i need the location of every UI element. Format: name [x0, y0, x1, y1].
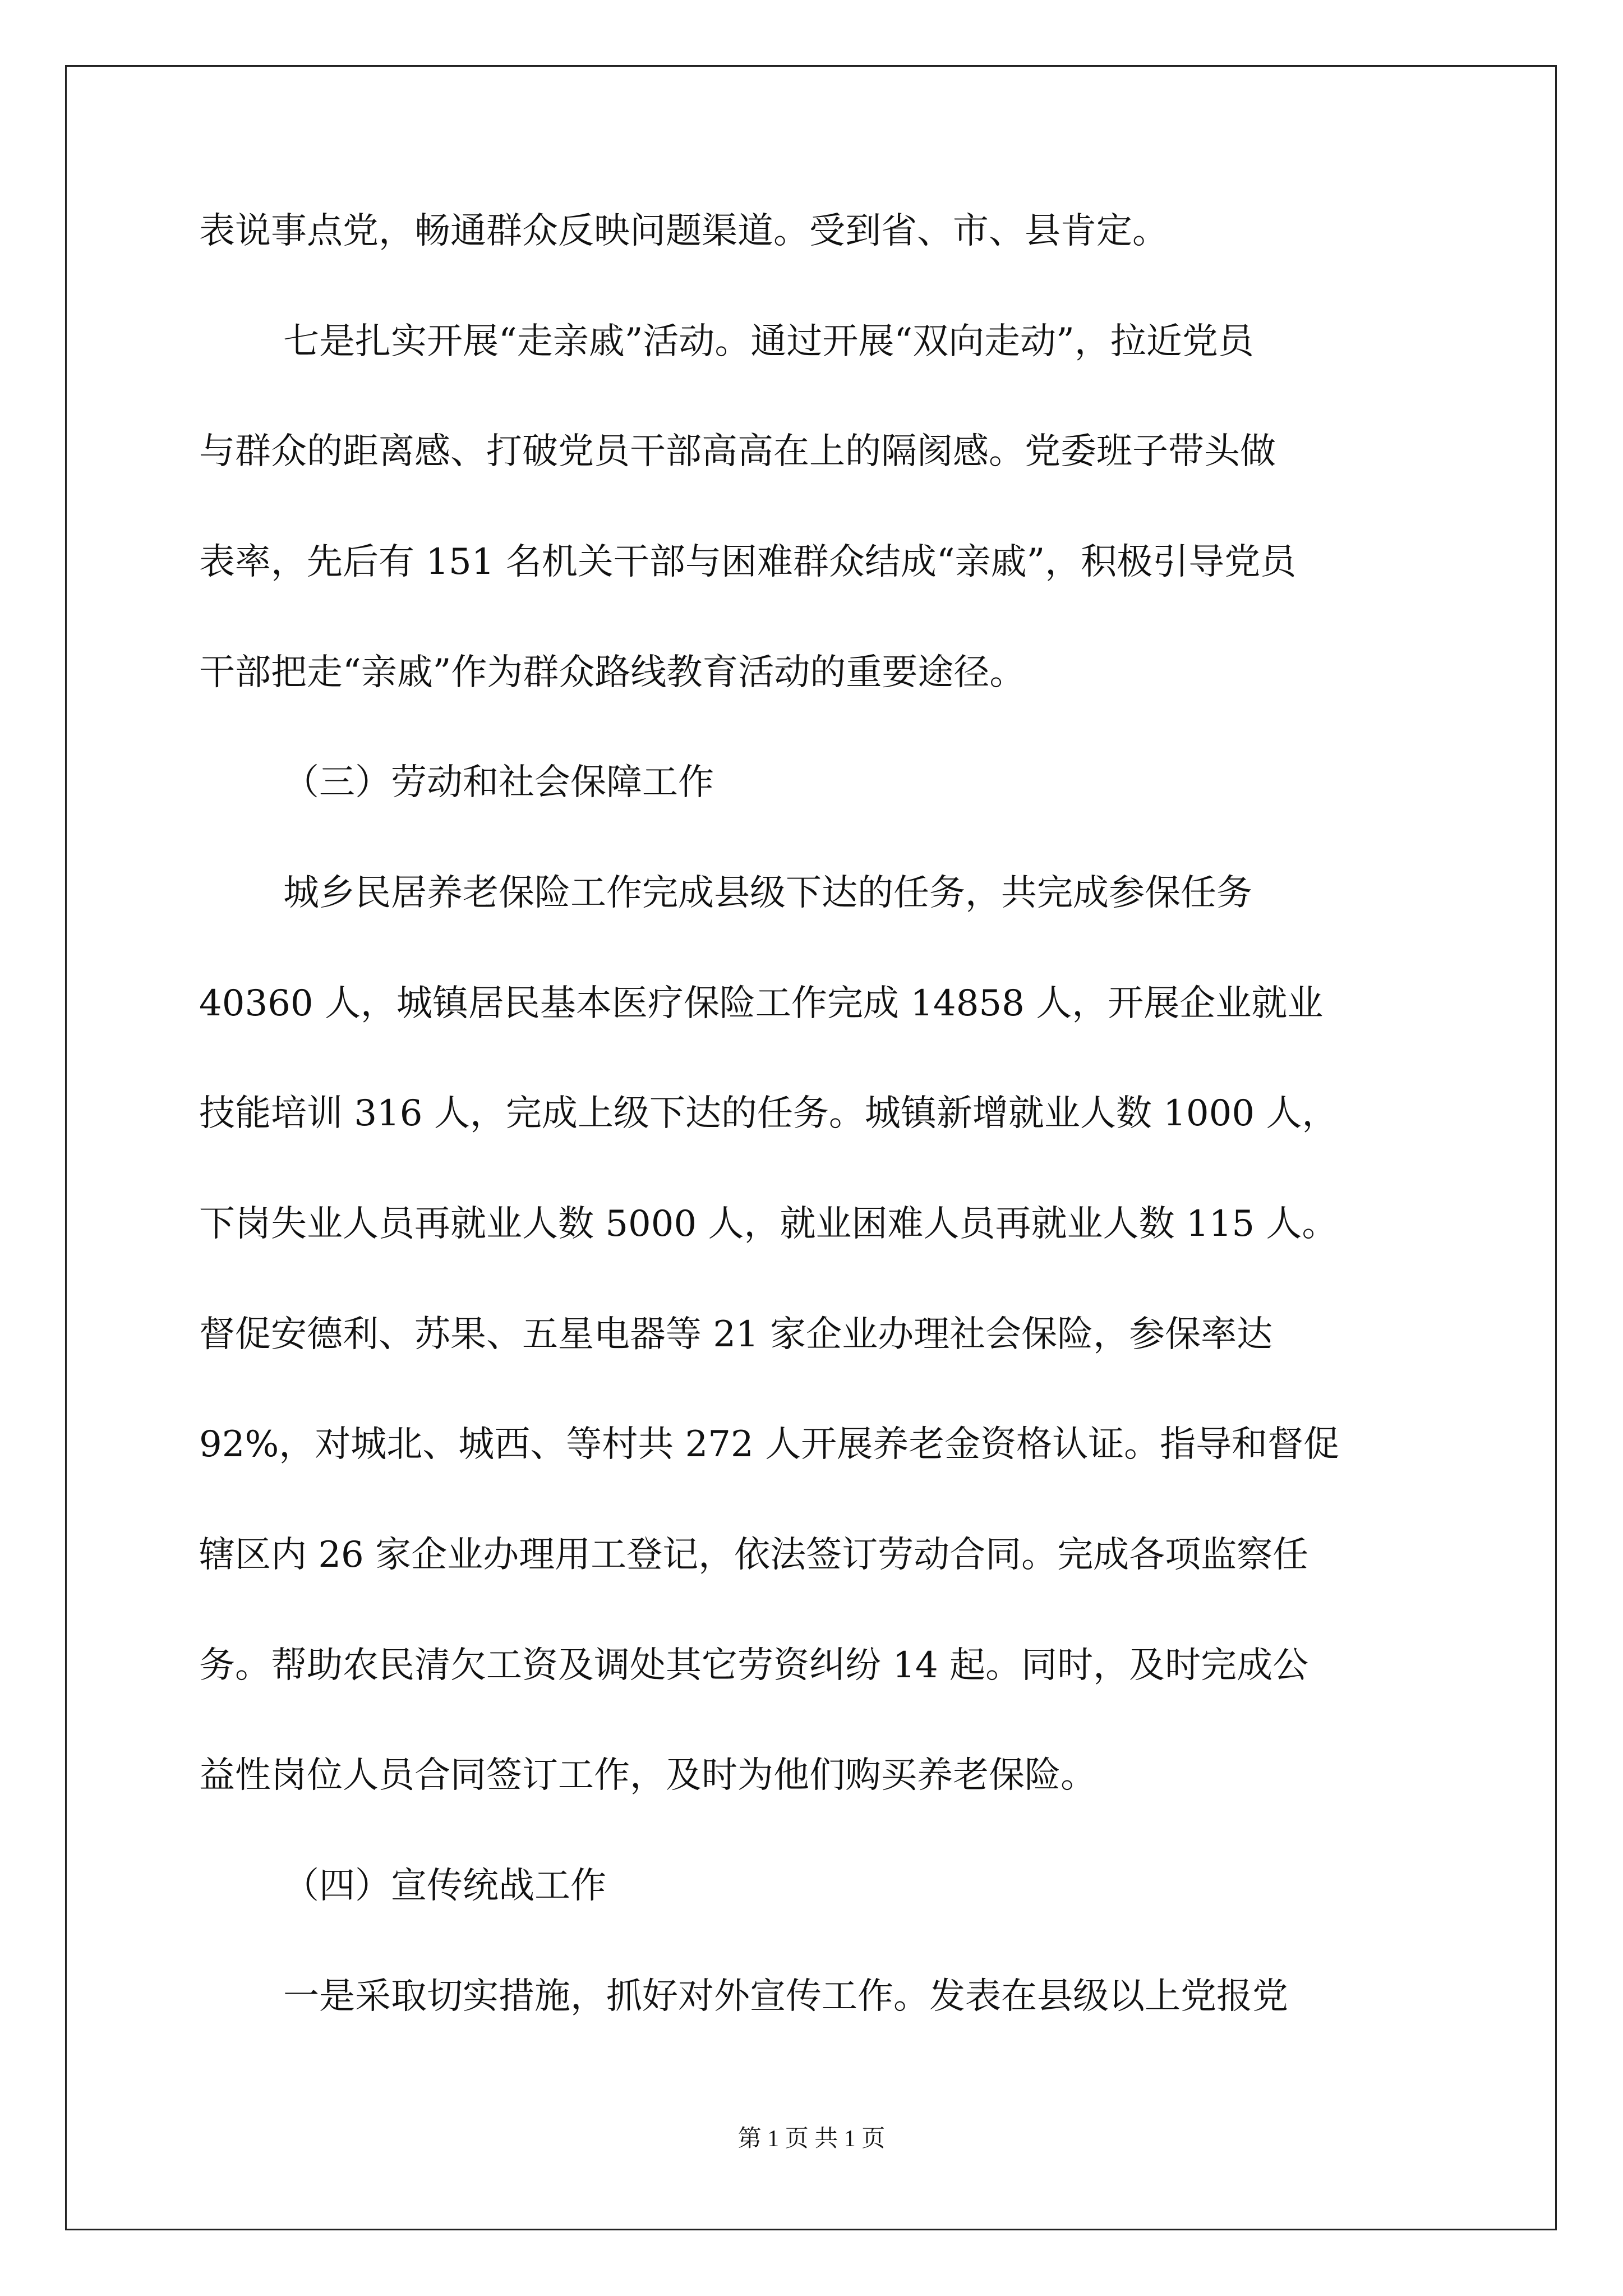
- text-line: 益性岗位人员合同签订工作，及时为他们购买养老保险。: [199, 1755, 1096, 1796]
- text-line: 40360 人，城镇居民基本医疗保险工作完成 14858 人，开展企业就业: [199, 983, 1324, 1024]
- text-line: 与群众的距离感、打破党员干部高高在上的隔阂感。党委班子带头做: [199, 431, 1276, 472]
- text-line: 表率，先后有 151 名机关干部与困难群众结成“亲戚”，积极引导党员: [199, 541, 1297, 583]
- section-heading: （三）劳动和社会保障工作: [283, 762, 714, 803]
- text-line: 干部把走“亲戚”作为群众路线教育活动的重要途径。: [199, 652, 1026, 693]
- text-line: 七是扎实开展“走亲戚”活动。通过开展“双向走动”，拉近党员: [283, 321, 1254, 362]
- text-line: 辖区内 26 家企业办理用工登记，依法签订劳动合同。完成各项监察任: [199, 1534, 1309, 1576]
- section-heading: （四）宣传统战工作: [283, 1865, 606, 1907]
- text-line: 一是采取切实措施，抓好对外宣传工作。发表在县级以上党报党: [283, 1976, 1288, 2017]
- page-footer: 第 1 页 共 1 页: [737, 2126, 886, 2152]
- text-line: 表说事点党，畅通群众反映问题渠道。受到省、市、县肯定。: [199, 210, 1168, 252]
- text-line: 务。帮助农民清欠工资及调处其它劳资纠纷 14 起。同时，及时完成公: [199, 1645, 1309, 1686]
- text-line: 技能培训 316 人，完成上级下达的任务。城镇新增就业人数 1000 人，: [199, 1093, 1338, 1134]
- text-line: 下岗失业人员再就业人数 5000 人，就业困难人员再就业人数 115 人。: [199, 1203, 1338, 1245]
- text-line: 督促安德利、苏果、五星电器等 21 家企业办理社会保险，参保率达: [199, 1314, 1273, 1355]
- text-line: 92%，对城北、城西、等村共 272 人开展养老金资格认证。指导和督促: [199, 1424, 1340, 1465]
- text-line: 城乡民居养老保险工作完成县级下达的任务，共完成参保任务: [283, 872, 1252, 914]
